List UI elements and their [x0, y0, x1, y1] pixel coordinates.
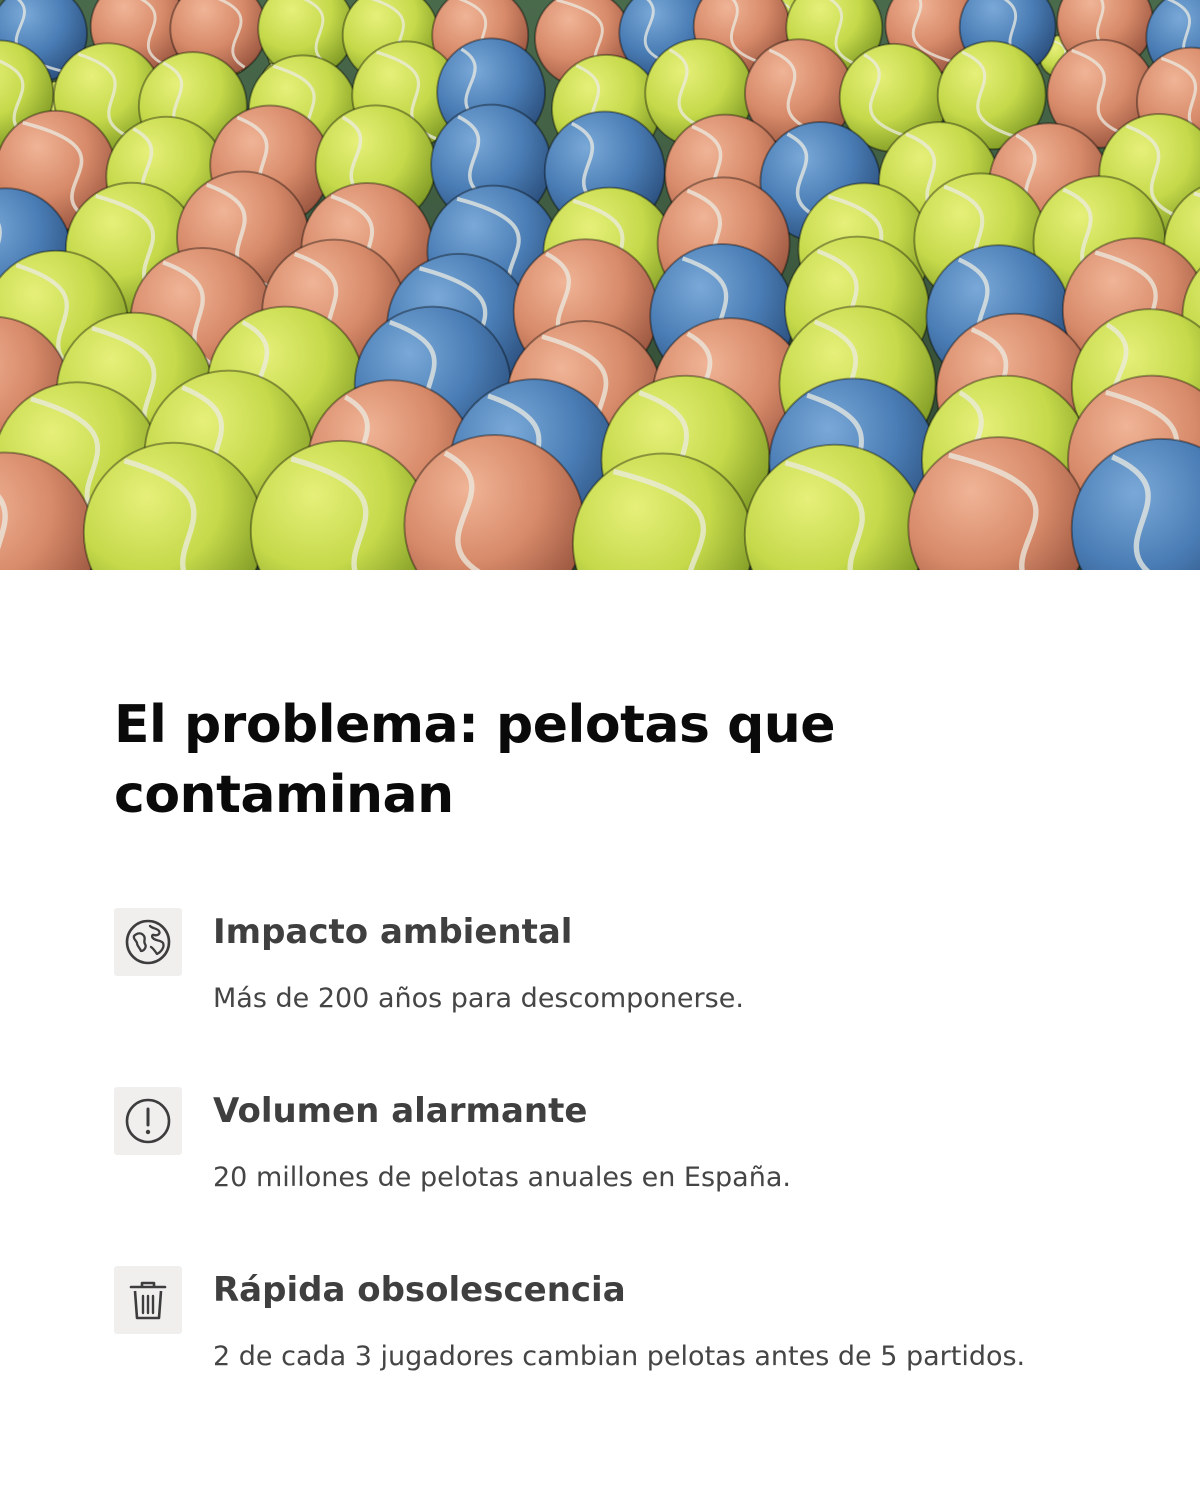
trash-icon: [114, 1266, 182, 1334]
problem-list: [114, 908, 1114, 1445]
content-section: [114, 690, 1114, 1372]
item-text: Más de 200 años para descomponerse.: [213, 983, 744, 1014]
page-title: El problema: pelotas que contaminan: [114, 695, 836, 825]
list-item-volumen: [114, 1087, 1114, 1266]
item-text: 2 de cada 3 jugadores cambian pelotas antes de 5 partidos.: [213, 1341, 1026, 1372]
item-text: 20 millones de pelotas anuales en España.: [213, 1162, 791, 1193]
item-title: Volumen alarmante: [213, 1091, 588, 1131]
alert-icon: [114, 1087, 182, 1155]
globe-icon: [114, 908, 182, 976]
item-title: Rápida obsolescencia: [213, 1270, 626, 1310]
item-title: Impacto ambiental: [213, 912, 573, 952]
list-item-impacto: [114, 908, 1114, 1087]
list-item-obsolescencia: [114, 1266, 1114, 1445]
tennis-balls-photo: [0, 0, 1200, 570]
